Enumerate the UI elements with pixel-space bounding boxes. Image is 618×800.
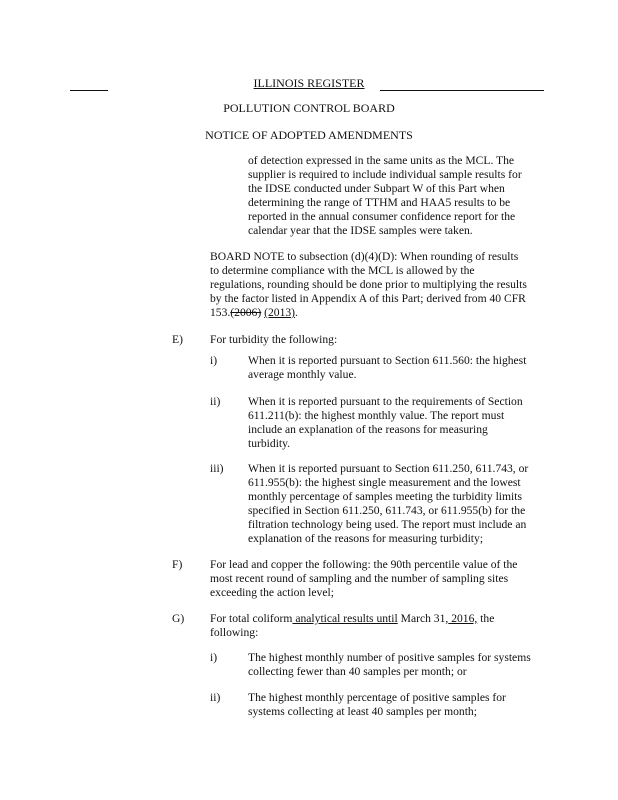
text-line: monthly percentage of samples meeting the turbidity limits [248,490,523,503]
text-line: regulations, rounding should be done prior to multiplying the results [210,278,527,291]
text-line: When it is reported pursuant to Section 611.560: the highest [248,354,527,367]
inserted-year: (2013) [264,306,296,319]
text-line: turbidity. [248,437,291,450]
text-line: For lead and copper the following: the 90th percentile value of the [210,558,518,571]
g-mid: March 31, [397,612,449,625]
text-line: specified in Section 611.250, 611.743, or 611.955(b) for the [248,504,526,517]
text-line: include an explanation of the reasons for measuring [248,423,488,436]
section-label: E) [172,333,183,346]
text-line: When it is reported pursuant to the requirements of Section [248,395,523,408]
text-line: by the factor listed in Appendix A of this Part; derived from 40 CFR [210,292,526,305]
text-line: 611.211(b): the highest monthly value. The report must [248,409,505,422]
section-heading: For turbidity the following: [210,333,338,346]
text-line: of detection expressed in the same units as the MCL. The [248,154,515,167]
inserted-text: analytical results until [292,612,398,625]
text-line: BOARD NOTE to subsection (d)(4)(D): When rounding of results [210,250,519,263]
register-title: ILLINOIS REGISTER [253,76,365,90]
text-line: filtration technology being used. The report must include an [248,518,527,531]
text-line: following: [210,626,259,639]
period: . [295,306,298,319]
text-line: 611.955(b): the highest single measurement and the lowest [248,476,521,489]
text-line: explanation of the reasons for measuring turbidity; [248,532,484,545]
text-line: collecting fewer than 40 samples per month; or [248,665,467,678]
section-label: G) [172,612,185,625]
header-rule-right [380,90,544,91]
text-line: most recent round of sampling and the number of sampling sites [210,572,509,585]
item-label: i) [210,651,218,664]
g-prefix: For total coliform [210,612,293,625]
text-line: supplier is required to include individual sample results for [248,168,522,181]
section-label: F) [172,558,183,571]
inserted-year: 2016, [448,612,478,625]
text-line: reported in the annual consumer confidence report for the [248,210,516,223]
text-line: the IDSE conducted under Subpart W of this Part when [248,182,505,195]
cfr-part: 153. [210,306,231,319]
deleted-year: (2006) [230,306,262,319]
text-line: determining the range of TTHM and HAA5 results to be [248,196,511,209]
g-suffix: the [477,612,495,625]
notice-title: NOTICE OF ADOPTED AMENDMENTS [205,128,413,142]
text-line: The highest monthly number of positive samples for systems [248,651,531,664]
text-line: systems collecting at least 40 samples per month; [248,705,477,718]
text-line: The highest monthly percentage of positive samples for [248,691,506,704]
board-title: POLLUTION CONTROL BOARD [223,101,395,115]
item-label: ii) [210,691,221,704]
item-label: iii) [210,462,224,475]
text-line: calendar year that the IDSE samples were taken. [248,224,473,237]
text-line: When it is reported pursuant to Section 611.250, 611.743, or [248,462,529,475]
text-line [210,612,494,626]
text-line: to determine compliance with the MCL is allowed by the [210,264,475,277]
item-label: i) [210,354,218,367]
text-line [210,306,298,320]
text-line: average monthly value. [248,368,357,381]
item-label: ii) [210,395,221,408]
text-line: exceeding the action level; [210,586,334,599]
